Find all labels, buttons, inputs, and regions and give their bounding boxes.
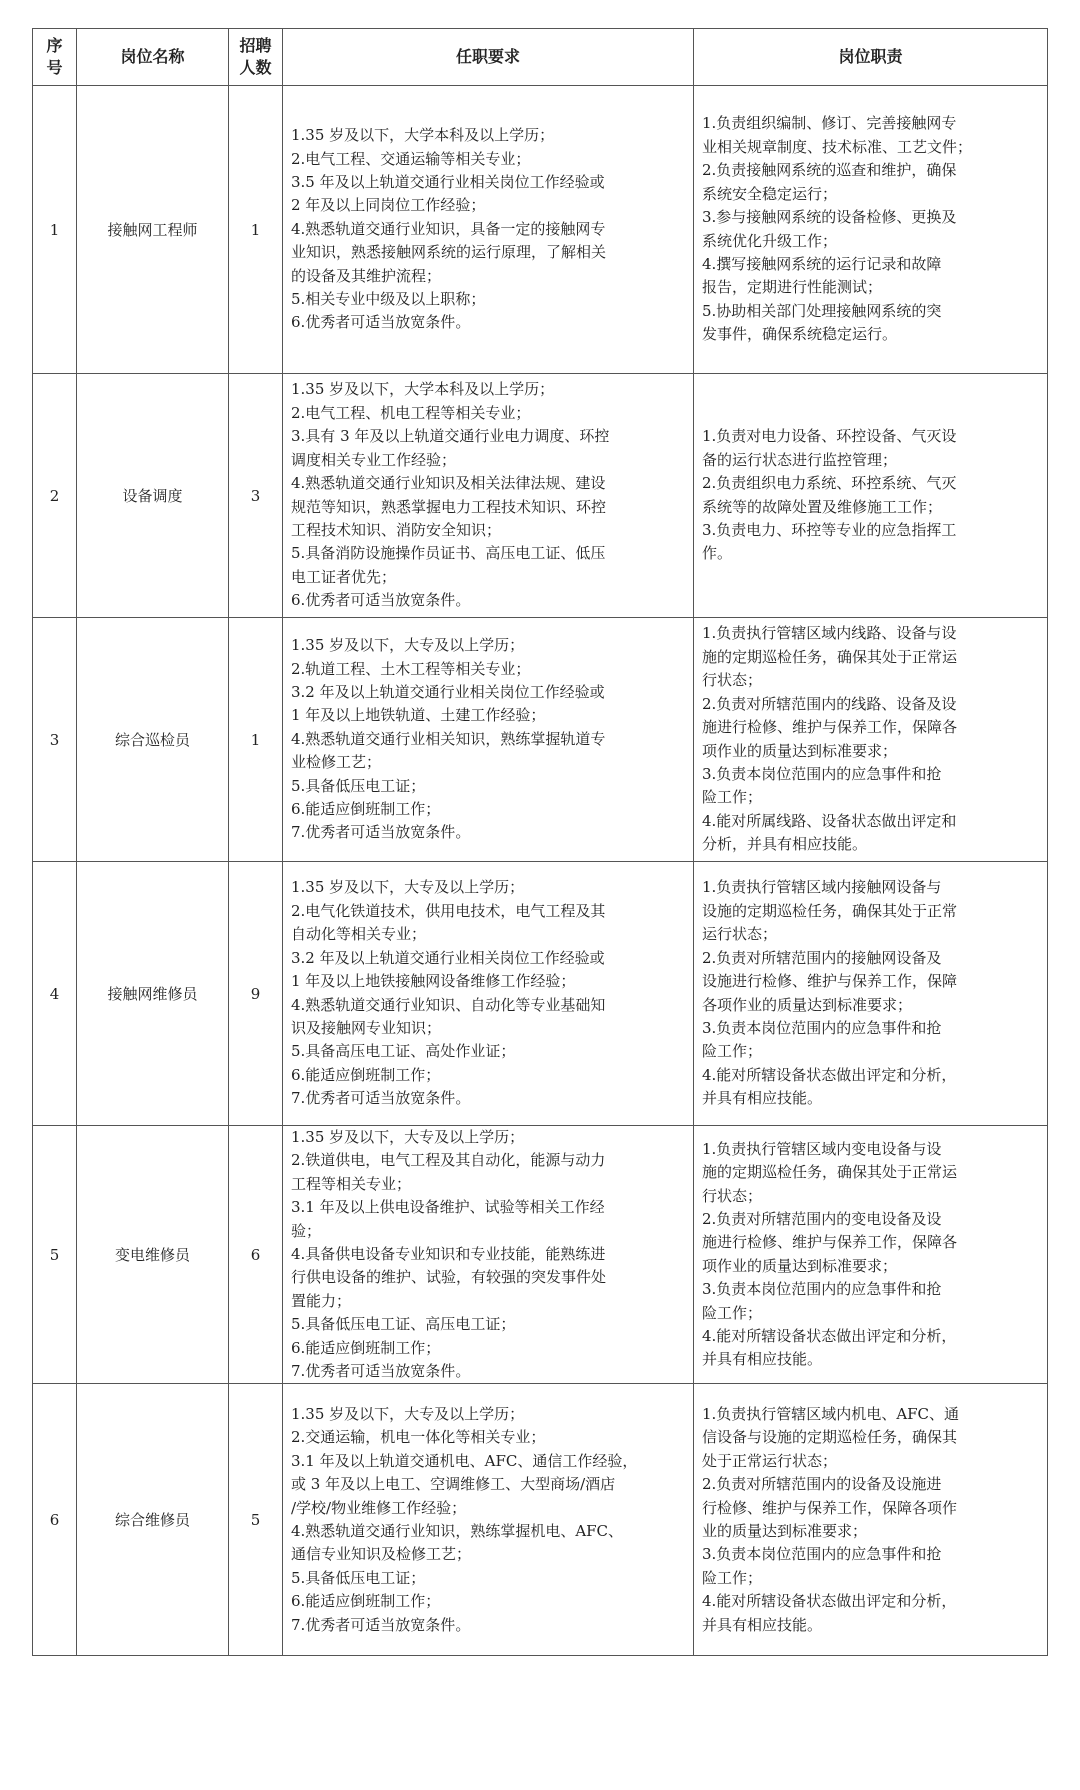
duty-line: 行检修、维护与保养工作，保障各项作 (702, 1498, 958, 1517)
duty-line: 项作业的质量达到标准要求； (702, 741, 898, 760)
requirement-line: 4.熟悉轨道交通行业知识，具备一定的接触网专 (291, 219, 606, 238)
cell-duties (694, 862, 1048, 1126)
duty-line: 项作业的质量达到标准要求； (702, 1256, 898, 1275)
cell-duties (694, 1126, 1048, 1384)
table-row (33, 862, 1048, 1126)
requirement-line: 验； (291, 1221, 322, 1240)
cell-headcount: 5 (229, 1384, 283, 1656)
requirement-line: 规范等知识，熟悉掌握电力工程技术知识、环控 (291, 497, 607, 516)
requirement-line: 4.具备供电设备专业知识和专业技能，能熟练进 (291, 1245, 606, 1264)
requirement-line: 5.具备低压电工证； (291, 1568, 426, 1587)
requirement-line: 5.具备低压电工证； (291, 776, 426, 795)
duty-line: 报告，定期进行性能测试； (702, 278, 883, 297)
requirement-line: 2.电气化铁道技术，供用电技术，电气工程及其 (291, 901, 606, 920)
requirement-line: 5.具备高压电工证、高处作业证； (291, 1042, 516, 1061)
requirement-line: 1.35 岁及以下，大专及以上学历； (291, 1404, 525, 1423)
cell-seq: 2 (33, 374, 77, 618)
table-row (33, 374, 1048, 618)
duty-line: 3.负责本岗位范围内的应急事件和抢 (702, 764, 942, 783)
duty-line: 行状态； (702, 671, 763, 690)
duty-line: 4.撰写接触网系统的运行记录和故障 (702, 254, 942, 273)
duty-line: 并具有相应技能。 (702, 1350, 823, 1369)
cell-headcount: 9 (229, 862, 283, 1126)
requirement-line: 工程等相关专业； (291, 1174, 412, 1193)
requirement-line: 3.2 年及以上轨道交通行业相关岗位工作经验或 (291, 682, 605, 701)
cell-requirements (283, 1384, 694, 1656)
duty-line: 作。 (702, 544, 733, 563)
requirement-line: 2.电气工程、机电工程等相关专业； (291, 403, 531, 422)
duty-line: 施进行检修、维护与保养工作，保障各 (702, 1233, 958, 1252)
cell-seq: 5 (33, 1126, 77, 1384)
table-row (33, 1384, 1048, 1656)
requirement-line: 3.2 年及以上轨道交通行业相关岗位工作经验或 (291, 948, 605, 967)
requirement-line: 电工证者优先； (291, 567, 397, 586)
requirement-line: 1 年及以上地铁接触网设备维修工作经验； (291, 972, 576, 991)
duty-line: 5.协助相关部门处理接触网系统的突 (702, 301, 942, 320)
requirement-line: 7.优秀者可适当放宽条件。 (291, 1615, 471, 1634)
requirement-line: 4.熟悉轨道交通行业知识、自动化等专业基础知 (291, 995, 606, 1014)
cell-duties (694, 1384, 1048, 1656)
cell-position-name: 接触网维修员 (77, 862, 229, 1126)
duty-line: 4.能对所辖设备状态做出评定和分析， (702, 1592, 957, 1611)
duty-line: 并具有相应技能。 (702, 1089, 823, 1108)
requirement-line: 7.优秀者可适当放宽条件。 (291, 1089, 471, 1108)
duty-line: 险工作； (702, 1303, 763, 1322)
duty-line: 设施进行检修、维护与保养工作，保障 (702, 972, 958, 991)
duty-line: 2.负责组织电力系统、环控系统、气灭 (702, 474, 957, 493)
cell-seq: 4 (33, 862, 77, 1126)
requirement-line: 行供电设备的维护、试验，有较强的突发事件处 (291, 1268, 607, 1287)
duty-line: 业相关规章制度、技术标准、工艺文件； (702, 137, 973, 156)
cell-seq: 3 (33, 618, 77, 862)
cell-headcount: 1 (229, 86, 283, 374)
requirement-line: 1.35 岁及以下，大学本科及以上学历； (291, 380, 555, 399)
header-duties: 岗位职责 (694, 29, 1048, 86)
duty-line: 险工作； (702, 1042, 763, 1061)
cell-duties (694, 618, 1048, 862)
requirement-line: 2.交通运输，机电一体化等相关专业； (291, 1428, 546, 1447)
duty-line: 2.负责接触网系统的巡查和维护，确保 (702, 161, 957, 180)
requirement-line: 6.能适应倒班制工作； (291, 1592, 441, 1611)
requirement-line: 1.35 岁及以下，大学本科及以上学历； (291, 126, 555, 145)
duty-line: 4.能对所辖设备状态做出评定和分析， (702, 1326, 957, 1345)
requirement-line: 或 3 年及以上电工、空调维修工、大型商场/酒店 (291, 1475, 616, 1494)
requirement-line: 6.能适应倒班制工作； (291, 800, 441, 819)
cell-headcount: 1 (229, 618, 283, 862)
requirement-line: 3.具有 3 年及以上轨道交通行业电力调度、环控 (291, 427, 610, 446)
cell-headcount: 3 (229, 374, 283, 618)
requirement-line: 置能力； (291, 1291, 352, 1310)
duty-line: 2.负责对所辖范围内的接触网设备及 (702, 948, 942, 967)
table-row (33, 618, 1048, 862)
cell-headcount: 6 (229, 1126, 283, 1384)
duty-line: 信设备与设施的定期巡检任务，确保其 (702, 1428, 958, 1447)
duty-line: 系统等的故障处置及维修施工工作； (702, 497, 943, 516)
cell-position-name: 接触网工程师 (77, 86, 229, 374)
requirement-line: 3.1 年及以上轨道交通机电、AFC、通信工作经验， (291, 1451, 638, 1470)
cell-requirements (283, 1126, 694, 1384)
cell-requirements (283, 86, 694, 374)
requirement-line: 自动化等相关专业； (291, 925, 427, 944)
requirement-line: 2.轨道工程、土木工程等相关专业； (291, 659, 531, 678)
requirement-line: 5.具备消防设施操作员证书、高压电工证、低压 (291, 544, 606, 563)
duty-line: 3.负责本岗位范围内的应急事件和抢 (702, 1018, 942, 1037)
duty-line: 1.负责对电力设备、环控设备、气灭设 (702, 427, 957, 446)
duty-line: 3.负责本岗位范围内的应急事件和抢 (702, 1545, 942, 1564)
cell-requirements (283, 862, 694, 1126)
requirement-line: 3.5 年及以上轨道交通行业相关岗位工作经验或 (291, 172, 605, 191)
recruitment-table-container (32, 28, 1048, 1656)
duty-line: 险工作； (702, 1568, 763, 1587)
duty-line: 备的运行状态进行监控管理； (702, 450, 898, 469)
duty-line: 2.负责对所辖范围内的线路、设备及设 (702, 694, 957, 713)
table-body (33, 86, 1048, 1656)
cell-duties (694, 86, 1048, 374)
duty-line: 3.参与接触网系统的设备检修、更换及 (702, 208, 957, 227)
requirement-line: 1.35 岁及以下，大专及以上学历； (291, 878, 525, 897)
requirement-line: 2.铁道供电，电气工程及其自动化，能源与动力 (291, 1151, 606, 1170)
duty-line: 系统优化升级工作； (702, 231, 838, 250)
cell-position-name: 设备调度 (77, 374, 229, 618)
header-requirements: 任职要求 (283, 29, 694, 86)
table-row (33, 1126, 1048, 1384)
duty-line: 系统安全稳定运行； (702, 184, 838, 203)
cell-requirements (283, 374, 694, 618)
header-name: 岗位名称 (77, 29, 229, 86)
requirement-line: 7.优秀者可适当放宽条件。 (291, 1362, 471, 1381)
duty-line: 4.能对所辖设备状态做出评定和分析， (702, 1065, 957, 1084)
duty-line: 1.负责执行管辖区域内变电设备与设 (702, 1139, 942, 1158)
duty-line: 施的定期巡检任务，确保其处于正常运 (702, 1163, 958, 1182)
requirement-line: 4.熟悉轨道交通行业知识，熟练掌握机电、AFC、 (291, 1521, 624, 1540)
duty-line: 1.负责执行管辖区域内机电、AFC、通 (702, 1404, 960, 1423)
requirement-line: 工程技术知识、消防安全知识； (291, 520, 502, 539)
duty-line: 2.负责对所辖范围内的设备及设施进 (702, 1475, 942, 1494)
requirement-line: 6.优秀者可适当放宽条件。 (291, 591, 471, 610)
requirement-line: 3.1 年及以上供电设备维护、试验等相关工作经 (291, 1198, 605, 1217)
duty-line: 并具有相应技能。 (702, 1615, 823, 1634)
requirement-line: 5.具备低压电工证、高压电工证； (291, 1315, 516, 1334)
requirement-line: 4.熟悉轨道交通行业相关知识，熟练掌握轨道专 (291, 729, 606, 748)
requirement-line: 业检修工艺； (291, 753, 382, 772)
requirement-line: 1 年及以上地铁轨道、土建工作经验； (291, 706, 546, 725)
duty-line: 各项作业的质量达到标准要求； (702, 995, 913, 1014)
requirement-line: 的设备及其维护流程； (291, 266, 442, 285)
requirement-line: 6.能适应倒班制工作； (291, 1338, 441, 1357)
duty-line: 3.负责本岗位范围内的应急事件和抢 (702, 1280, 942, 1299)
duty-line: 施的定期巡检任务，确保其处于正常运 (702, 647, 958, 666)
cell-position-name: 变电维修员 (77, 1126, 229, 1384)
duty-line: 施进行检修、维护与保养工作，保障各 (702, 718, 958, 737)
requirement-line: /学校/物业维修工作经验； (291, 1498, 467, 1517)
duty-line: 运行状态； (702, 925, 778, 944)
duty-line: 1.负责组织编制、修订、完善接触网专 (702, 114, 957, 133)
duty-line: 行状态； (702, 1186, 763, 1205)
requirement-line: 调度相关专业工作经验； (291, 450, 457, 469)
requirement-line: 1.35 岁及以下，大专及以上学历； (291, 1128, 525, 1146)
requirement-line: 2.电气工程、交通运输等相关专业； (291, 149, 531, 168)
header-count: 招聘 人数 (229, 29, 283, 86)
duty-line: 发事件，确保系统稳定运行。 (702, 325, 898, 344)
duty-line: 设施的定期巡检任务，确保其处于正常 (702, 901, 958, 920)
cell-position-name: 综合维修员 (77, 1384, 229, 1656)
cell-seq: 1 (33, 86, 77, 374)
duty-line: 4.能对所属线路、设备状态做出评定和 (702, 811, 957, 830)
duty-line: 业的质量达到标准要求； (702, 1521, 868, 1540)
requirement-line: 1.35 岁及以下，大专及以上学历； (291, 636, 525, 655)
cell-duties (694, 374, 1048, 618)
table-row (33, 86, 1048, 374)
recruitment-table (32, 28, 1048, 1656)
duty-line: 2.负责对所辖范围内的变电设备及设 (702, 1209, 942, 1228)
duty-line: 1.负责执行管辖区域内线路、设备与设 (702, 624, 957, 643)
cell-seq: 6 (33, 1384, 77, 1656)
header-row (33, 29, 1048, 86)
requirement-line: 7.优秀者可适当放宽条件。 (291, 823, 471, 842)
header-seq: 序 号 (33, 29, 77, 86)
requirement-line: 6.优秀者可适当放宽条件。 (291, 313, 471, 332)
duty-line: 分析，并具有相应技能。 (702, 835, 868, 854)
cell-position-name: 综合巡检员 (77, 618, 229, 862)
duty-line: 险工作； (702, 788, 763, 807)
requirement-line: 2 年及以上同岗位工作经验； (291, 196, 486, 215)
requirement-line: 识及接触网专业知识； (291, 1018, 442, 1037)
requirement-line: 业知识，熟悉接触网系统的运行原理，了解相关 (291, 243, 607, 262)
requirement-line: 4.熟悉轨道交通行业知识及相关法律法规、建设 (291, 474, 606, 493)
duty-line: 3.负责电力、环控等专业的应急指挥工 (702, 520, 957, 539)
requirement-line: 6.能适应倒班制工作； (291, 1065, 441, 1084)
requirement-line: 5.相关专业中级及以上职称； (291, 290, 486, 309)
cell-requirements (283, 618, 694, 862)
requirement-line: 通信专业知识及检修工艺； (291, 1545, 472, 1564)
duty-line: 处于正常运行状态； (702, 1451, 838, 1470)
duty-line: 1.负责执行管辖区域内接触网设备与 (702, 878, 942, 897)
